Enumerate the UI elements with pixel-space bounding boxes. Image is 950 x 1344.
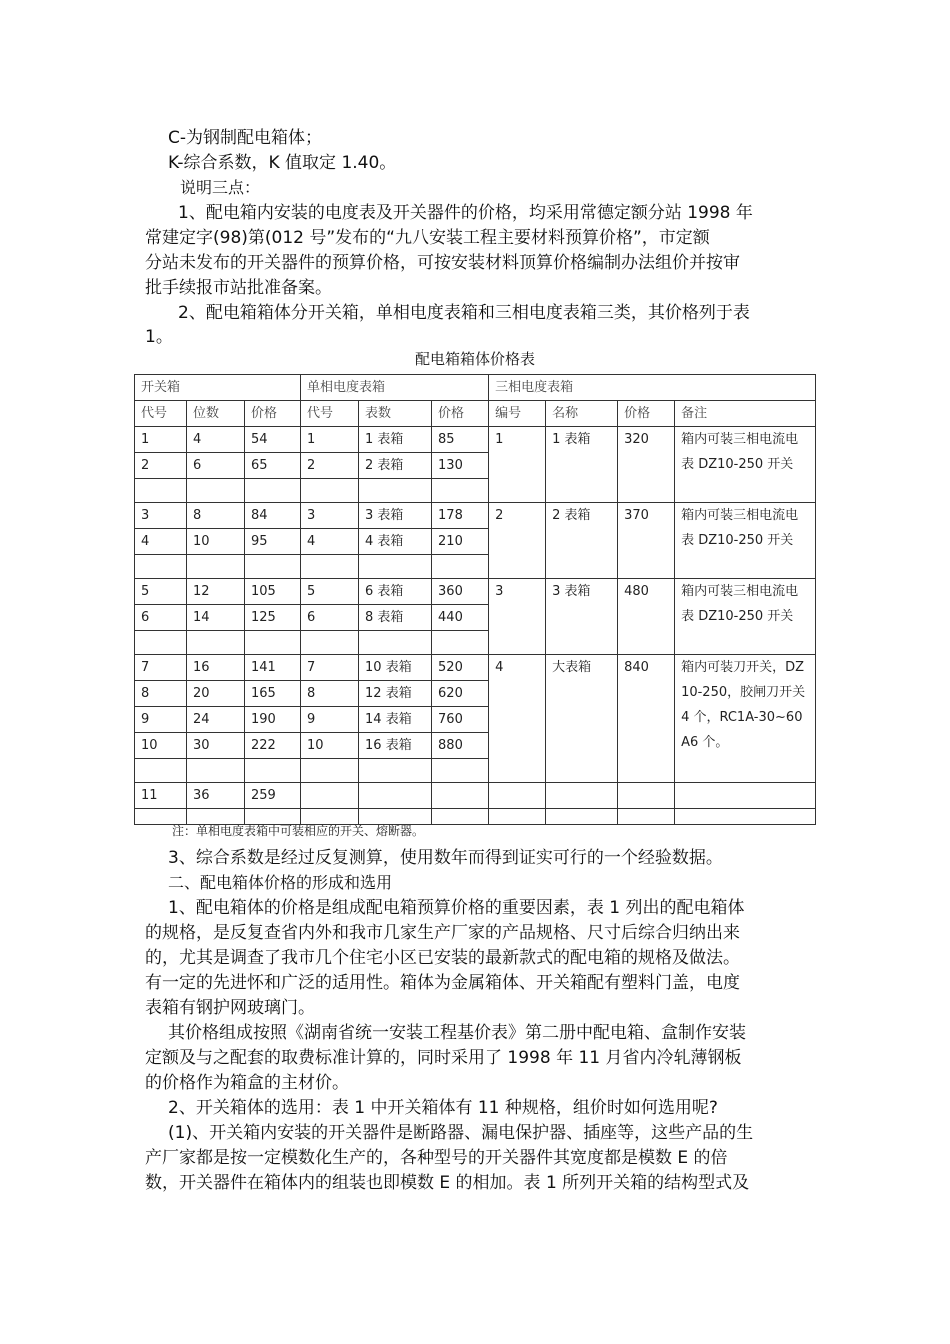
table-cell: 2 [135,453,187,479]
table-cell: 12 表箱 [359,681,432,707]
text-line: 批手续报市站批准备案。 [145,278,332,298]
table-cell: 54 [245,427,301,453]
table-cell: 3 [301,503,359,529]
table-cell: 360 [432,579,489,605]
table-row [135,427,816,453]
table-cell: 125 [245,605,301,631]
text-line: C-为钢制配电箱体； [168,128,323,148]
table-cell: 3 [489,579,546,655]
table-cell: 130 [432,453,489,479]
text-line: 1、配电箱内安装的电度表及开关器件的价格，均采用常德定额分站 1998 年 [178,203,753,223]
text-line: 的规格，是反复查省内外和我市几家生产厂家的产品规格、尺寸后综合归纳出来 [145,923,740,943]
table-cell: 4 表箱 [359,529,432,555]
table-cell: 30 [187,733,245,759]
text-line: 1。 [145,327,173,347]
table-cell: 8 表箱 [359,605,432,631]
table-cell: 6 [135,605,187,631]
column-header: 价格 [618,401,675,427]
table-cell: 10 [301,733,359,759]
column-header: 代号 [135,401,187,427]
table-note: 注：单相电度表箱中可装相应的开关、熔断器。 [172,824,425,838]
table-cell: 178 [432,503,489,529]
table-cell: 16 表箱 [359,733,432,759]
table-cell: 14 表箱 [359,707,432,733]
remark-cell: 箱内可装刀开关，DZ10-250，胶闸刀开关 4 个，RC1A-30~60A6 个。 [675,655,816,783]
table-cell [301,783,359,809]
section-header: 三相电度表箱 [489,375,816,401]
table-cell: 85 [432,427,489,453]
text-line: 常建定字(98)第(012 号”发布的“九八安装工程主要材料预算价格”，市定额 [145,228,710,248]
table-cell: 8 [301,681,359,707]
table-row [135,783,816,809]
column-header: 名称 [546,401,618,427]
table-row [135,503,816,529]
text-line: 3、综合系数是经过反复测算，使用数年而得到证实可行的一个经验数据。 [168,848,723,868]
table-cell [359,783,432,809]
table-cell: 65 [245,453,301,479]
table-cell: 4 [187,427,245,453]
table-cell: 6 [301,605,359,631]
table-cell [432,783,489,809]
table-cell: 9 [135,707,187,733]
text-line: K-综合系数，K 值取定 1.40。 [168,153,397,173]
table-cell: 4 [135,529,187,555]
text-line: 产厂家都是按一定模数化生产的，各种型号的开关器件其宽度都是模数 E 的倍 [145,1148,728,1168]
table-cell: 440 [432,605,489,631]
section-header: 开关箱 [135,375,301,401]
table-cell: 259 [245,783,301,809]
column-header: 位数 [187,401,245,427]
table-cell: 6 [187,453,245,479]
table-cell: 222 [245,733,301,759]
table-cell: 20 [187,681,245,707]
table-cell: 8 [187,503,245,529]
text-line: 2、配电箱箱体分开关箱，单相电度表箱和三相电度表箱三类，其价格列于表 [178,303,750,323]
table-cell: 880 [432,733,489,759]
table-cell: 11 [135,783,187,809]
table-cell: 520 [432,655,489,681]
table-cell: 1 [301,427,359,453]
table-cell: 7 [135,655,187,681]
text-line: 分站未发布的开关器件的预算价格，可按安装材料顶算价格编制办法组价并按审 [145,253,740,273]
table-cell: 760 [432,707,489,733]
text-line: 2、开关箱体的选用：表 1 中开关箱体有 11 种规格，组价时如何选用呢? [168,1098,718,1118]
table-row [135,655,816,681]
price-table [134,374,816,825]
table-cell: 12 [187,579,245,605]
table-cell: 3 表箱 [359,503,432,529]
text-line: 表箱有钢护网玻璃门。 [145,998,315,1018]
table-cell: 4 [489,655,546,783]
table-cell: 10 表箱 [359,655,432,681]
table-title: 配电箱箱体价格表 [414,350,535,368]
table-cell: 10 [135,733,187,759]
text-line: 二、配电箱体价格的形成和选用 [168,873,393,892]
table-cell: 1 [135,427,187,453]
table-cell: 4 [301,529,359,555]
table-cell: 480 [618,579,675,655]
column-header: 备注 [675,401,816,427]
column-header: 代号 [301,401,359,427]
table-cell: 14 [187,605,245,631]
table-cell: 840 [618,655,675,783]
text-line: 1、配电箱体的价格是组成配电箱预算价格的重要因素，表 1 列出的配电箱体 [168,898,745,918]
table-cell: 210 [432,529,489,555]
table-cell: 620 [432,681,489,707]
table-cell: 6 表箱 [359,579,432,605]
table-cell: 1 [489,427,546,503]
table-cell: 5 [135,579,187,605]
table-cell: 10 [187,529,245,555]
table-cell: 320 [618,427,675,503]
text-line: 说明三点： [180,178,261,197]
table-cell: 2 表箱 [546,503,618,579]
table-cell: 190 [245,707,301,733]
table-cell: 16 [187,655,245,681]
table-cell: 165 [245,681,301,707]
table-cell: 36 [187,783,245,809]
table-cell: 95 [245,529,301,555]
text-line: (1)、开关箱内安装的开关器件是断路器、漏电保护器、插座等，这些产品的生 [168,1123,754,1143]
remark-cell: 箱内可装三相电流电表 DZ10-250 开关 [675,579,816,655]
table-cell: 2 [301,453,359,479]
table-cell: 2 表箱 [359,453,432,479]
table-cell: 370 [618,503,675,579]
table-cell: 141 [245,655,301,681]
table-cell: 2 [489,503,546,579]
table-cell: 8 [135,681,187,707]
table-row [135,579,816,605]
table-cell: 1 表箱 [359,427,432,453]
text-line: 其价格组成按照《湖南省统一安装工程基价表》第二册中配电箱、盒制作安装 [168,1023,746,1043]
remark-cell: 箱内可装三相电流电表 DZ10-250 开关 [675,503,816,579]
section-header: 单相电度表箱 [301,375,489,401]
table-cell: 大表箱 [546,655,618,783]
text-line: 有一定的先进怀和广泛的适用性。箱体为金属箱体、开关箱配有塑料门盖，电度 [145,973,740,993]
table-cell: 105 [245,579,301,605]
text-line: 定额及与之配套的取费标准计算的，同时采用了 1998 年 11 月省内冷轧薄钢板 [145,1048,742,1068]
table-cell: 9 [301,707,359,733]
text-line: 数，开关器件在箱体内的组装也即模数 E 的相加。表 1 所列开关箱的结构型式及 [145,1173,750,1193]
table-cell: 5 [301,579,359,605]
table-cell: 7 [301,655,359,681]
column-header: 表数 [359,401,432,427]
table-cell: 3 [135,503,187,529]
table-cell: 24 [187,707,245,733]
text-line: 的价格作为箱盒的主材价。 [145,1073,349,1093]
remark-cell: 箱内可装三相电流电表 DZ10-250 开关 [675,427,816,503]
column-header: 编号 [489,401,546,427]
table-cell: 3 表箱 [546,579,618,655]
text-line: 的，尤其是调查了我市几个住宅小区已安装的最新款式的配电箱的规格及做法。 [145,948,740,968]
column-header: 价格 [245,401,301,427]
table-cell: 84 [245,503,301,529]
table-cell: 1 表箱 [546,427,618,503]
column-header: 价格 [432,401,489,427]
